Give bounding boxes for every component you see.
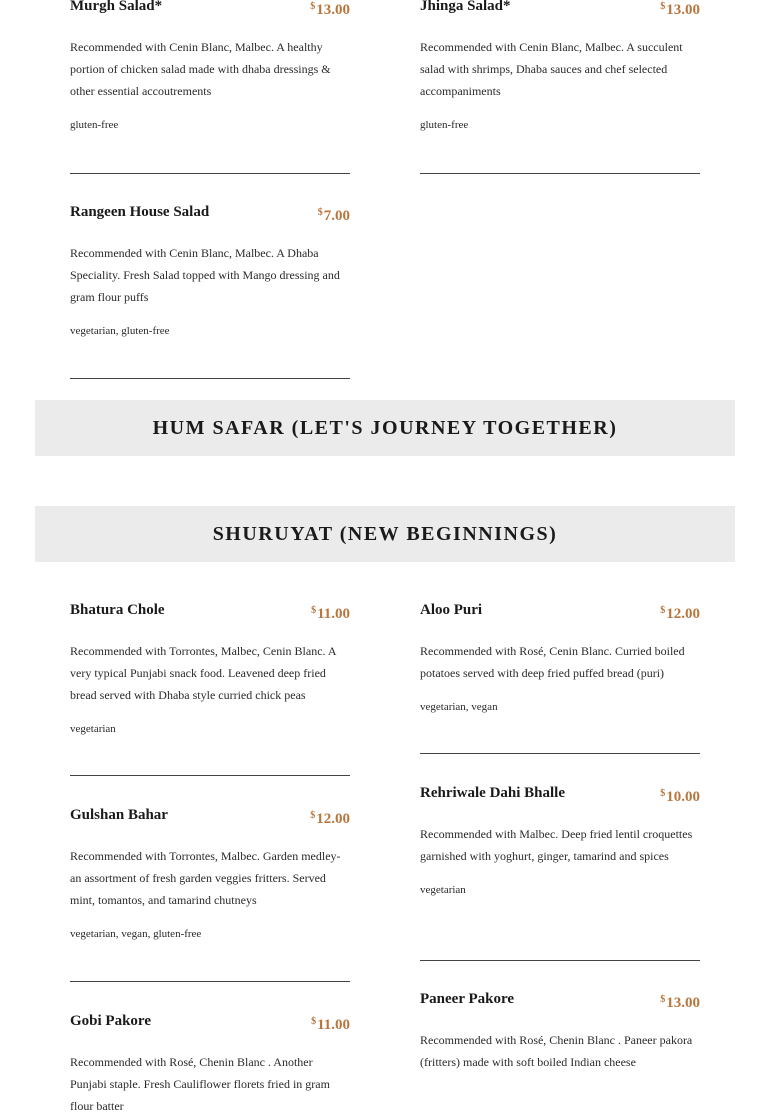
- menu-item-gobi-pakore: [70, 1013, 350, 1117]
- item-name: Aloo Puri: [420, 602, 483, 618]
- item-price: $12.00: [310, 810, 350, 827]
- section-header-shuruyat: [35, 506, 735, 562]
- divider: [420, 753, 700, 754]
- item-description: Recommended with Cenin Blanc, Malbec. A succulent salad with shrimps, Dhaba sauces and chef selected accompaniments: [420, 40, 683, 98]
- section-title: HUM SAFAR (LET'S JOURNEY TOGETHER): [152, 416, 618, 439]
- item-description: Recommended with Rosé, Chenin Blanc . Another Punjabi staple. Fresh Cauliflower florets fried in gram flour batter: [70, 1055, 330, 1113]
- item-description: Recommended with Cenin Blanc, Malbec. A healthy portion of chicken salad made with dhaba dressings & other essential accoutrements: [70, 40, 331, 98]
- item-name: Gulshan Bahar: [70, 807, 168, 823]
- item-description: Recommended with Torrontes, Malbec. Garden medley- an assortment of fresh garden veggies fritters. Served mint, tomantos, and tamarind chutneys: [70, 849, 341, 907]
- menu-item-rehriwale-dahi-bhalle: [420, 785, 700, 897]
- item-tags: vegetarian, gluten-free: [70, 325, 170, 337]
- item-price: $12.00: [660, 605, 700, 622]
- item-name: Murgh Salad*: [70, 0, 163, 14]
- item-price: $10.00: [660, 788, 700, 805]
- menu-item-gulshan-bahar: [70, 807, 350, 941]
- item-price: $13.00: [660, 994, 700, 1011]
- item-price: $13.00: [310, 1, 350, 18]
- menu-item-murgh-salad: [70, 0, 350, 132]
- item-tags: vegetarian: [420, 884, 466, 896]
- item-name: Rehriwale Dahi Bhalle: [420, 785, 565, 801]
- item-price: $13.00: [660, 1, 700, 18]
- divider: [70, 378, 350, 379]
- item-tags: vegetarian, vegan: [420, 701, 498, 713]
- item-name: Gobi Pakore: [70, 1013, 151, 1029]
- menu-item-bhatura-chole: [70, 602, 350, 736]
- item-description: Recommended with Torrontes, Malbec, Cenin Blanc. A very typical Punjabi snack food. Leavened deep fried bread served with Dhaba style curried chick peas: [70, 644, 336, 702]
- item-tags: gluten-free: [70, 119, 119, 131]
- item-price: $7.00: [317, 207, 350, 224]
- item-price: $11.00: [311, 605, 350, 622]
- item-description: Recommended with Cenin Blanc, Malbec. A Dhaba Speciality. Fresh Salad topped with Mango dressing and gram flour puffs: [70, 246, 340, 304]
- item-name: Bhatura Chole: [70, 602, 165, 618]
- item-tags: vegetarian, vegan, gluten-free: [70, 928, 202, 940]
- menu-item-jhinga-salad: [420, 0, 700, 132]
- item-description: Recommended with Rosé, Chenin Blanc . Paneer pakora (fritters) made with soft boiled Indian cheese: [420, 1033, 693, 1069]
- item-description: Recommended with Rosé, Cenin Blanc. Curried boiled potatoes served with deep fried puffed bread (puri): [420, 644, 685, 680]
- menu-item-aloo-puri: [420, 602, 700, 714]
- menu-item-paneer-pakore: [420, 991, 700, 1073]
- divider: [420, 173, 700, 174]
- divider: [70, 173, 350, 174]
- section-header-hum-safar: [35, 400, 735, 456]
- divider: [420, 960, 700, 961]
- item-name: Paneer Pakore: [420, 991, 515, 1007]
- item-price: $11.00: [311, 1016, 350, 1033]
- menu-item-rangeen-house-salad: [70, 204, 350, 338]
- divider: [70, 981, 350, 982]
- item-name: Jhinga Salad*: [420, 0, 511, 14]
- item-tags: gluten-free: [420, 119, 469, 131]
- item-tags: vegetarian: [70, 723, 116, 735]
- divider: [70, 775, 350, 776]
- section-title: SHURUYAT (NEW BEGINNINGS): [212, 522, 558, 545]
- item-name: Rangeen House Salad: [70, 204, 210, 220]
- item-description: Recommended with Malbec. Deep fried lentil croquettes garnished with yoghurt, ginger, tamarind and spices: [420, 827, 693, 863]
